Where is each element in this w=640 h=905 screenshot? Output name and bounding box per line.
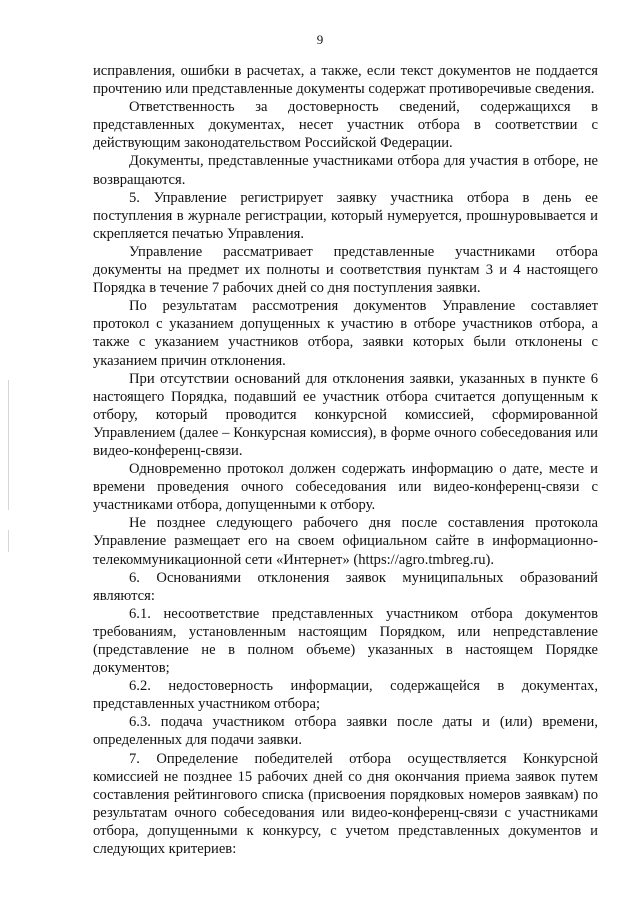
paragraph: По результатам рассмотрения документов Управление составляет протокол с указанием допущенных к участию в отборе участников отбора, а также с указанием участников отбора, заявки которых были отклонены с указанием причин отклонения.	[93, 298, 598, 369]
paragraph: Документы, представленные участниками отбора для участия в отборе, не возвращаются.	[93, 153, 598, 188]
paragraph: 5. Управление регистрирует заявку участника отбора в день ее поступления в журнале регистрации, который нумеруется, прошнуровывается и скрепляется печатью Управления.	[93, 189, 598, 242]
paragraph: 6. Основаниями отклонения заявок муниципальных образований являются:	[93, 569, 598, 604]
paragraph: 7. Определение победителей отбора осуществляется Конкурсной комиссией не позднее 15 рабочих дней со дня окончания приема заявок путем составления рейтингового списка (присвоения порядковых номеров заявкам) по результатам очного собеседования или видео-конференц-связи с участниками отбора, допущенными к конкурсу, с учетом представленных документов и следующих критериев:	[93, 750, 598, 858]
margin-scan-mark	[8, 530, 9, 552]
paragraph: 6.2. недостоверность информации, содержащейся в документах, представленных участником отбора;	[93, 678, 598, 713]
paragraph: Управление рассматривает представленные участниками отбора документы на предмет их полноты и соответствия пунктам 3 и 4 настоящего Порядка в течение 7 рабочих дней со дня поступления заявки.	[93, 243, 598, 297]
paragraph: При отсутствии оснований для отклонения заявки, указанных в пункте 6 настоящего Порядка, подавший ее участник отбора считается допущенным к отбору, который проводится конкурсной комиссией, сформированной Управлением (далее – Конкурсная комиссия), в форме очного собеседования или видео-конференц-связи.	[93, 370, 598, 459]
document-body	[93, 62, 598, 858]
paragraph: 6.1. несоответствие представленных участником отбора документов требованиям, установленным настоящим Порядком, или непредставление (представление не в полном объеме) указанных в настоящем Порядке документов;	[93, 605, 598, 677]
paragraph: Одновременно протокол должен содержать информацию о дате, месте и времени проведения очного собеседования или видео-конференц-связи с участниками отбора, допущенными к отбору.	[93, 461, 598, 514]
page-number: 9	[316, 32, 324, 47]
paragraph: 6.3. подача участником отбора заявки после даты и (или) времени, определенных для подачи заявки.	[93, 714, 598, 749]
paragraph: исправления, ошибки в расчетах, а также, если текст документов не поддается прочтению или представленные документы содержат противоречивые сведения.	[93, 63, 598, 98]
paragraph: Не позднее следующего рабочего дня после составления протокола Управление размещает его на своем официальном сайте в информационно-телекоммуникационной сети «Интернет» (https://agro.tmbreg.ru).	[93, 515, 598, 568]
margin-scan-mark	[8, 380, 9, 510]
paragraph: Ответственность за достоверность сведений, содержащихся в представленных документах, несет участник отбора в соответствии с действующим законодательством Российской Федерации.	[93, 99, 598, 152]
